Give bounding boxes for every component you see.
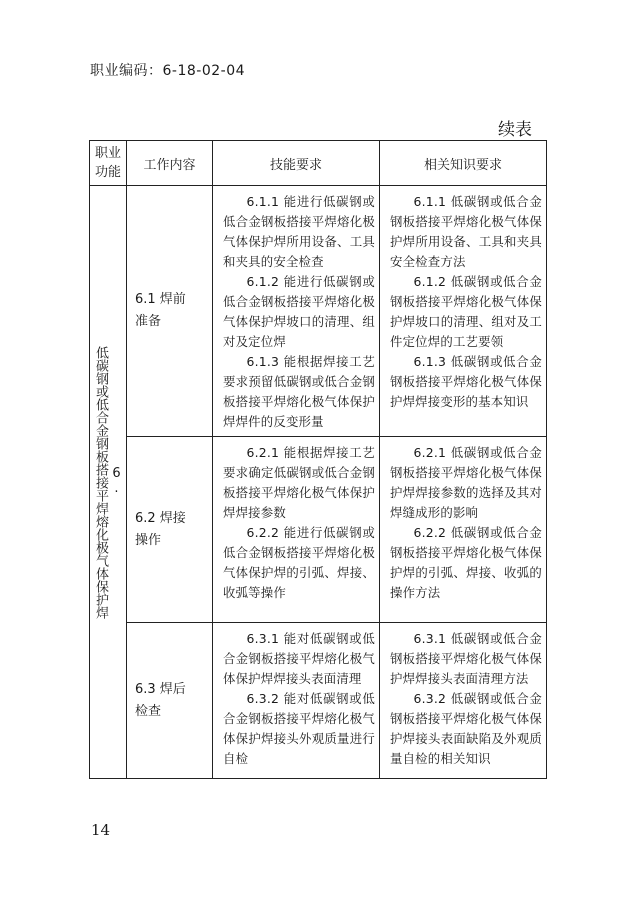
function-name: 低碳钢或低合金钢板搭接平焊熔化极气体保护焊	[93, 345, 108, 619]
knowledge-item: 6.2.2 低碳钢或低合金钢板搭接平焊熔化极气体保护焊的引弧、焊接、收弧的操作方法	[390, 525, 542, 600]
work-content-line2: 检查	[135, 703, 162, 719]
knowledge-item: 6.3.2 低碳钢或低合金钢板搭接平焊熔化极气体保护焊接头表面缺陷及外观质量自检的相关知识	[390, 691, 542, 766]
skills-cell	[213, 437, 380, 623]
work-content-line2: 操作	[135, 532, 162, 548]
work-content-cell	[127, 186, 213, 437]
skill-item: 6.3.1 能对低碳钢或低合金钢板搭接平焊熔化极气体保护焊焊接头表面清理	[223, 631, 375, 686]
skill-item: 6.1.1 能进行低碳钢或低合金钢板搭接平焊熔化极气体保护焊所用设备、工具和夹具的安全检查	[223, 194, 375, 269]
knowledge-item: 6.1.1 低碳钢或低合金钢板搭接平焊熔化极气体保护焊所用设备、工具和夹具安全检查方法	[390, 194, 542, 269]
skills-table	[89, 140, 547, 779]
continued-label: 续表	[498, 120, 532, 140]
table-row	[90, 623, 547, 779]
knowledge-cell	[380, 186, 547, 437]
occupation-code: 职业编码：6-18-02-04	[90, 63, 246, 79]
table-header-row	[90, 141, 547, 186]
work-content-cell	[127, 623, 213, 779]
function-name-vertical	[92, 346, 124, 619]
header-function-line2: 功能	[94, 165, 121, 180]
work-content-cell	[127, 437, 213, 623]
header-skill-requirements: 技能要求	[213, 141, 380, 186]
skill-item: 6.2.2 能进行低碳钢或低合金钢板搭接平焊熔化极气体保护焊的引弧、焊接、收弧等操作	[223, 525, 375, 600]
page-number: 14	[91, 821, 111, 839]
knowledge-item: 6.2.1 低碳钢或低合金钢板搭接平焊熔化极气体保护焊焊接参数的选择及其对焊缝成形的影响	[390, 445, 542, 520]
skill-item: 6.1.2 能进行低碳钢或低合金钢板搭接平焊熔化极气体保护焊坡口的清理、组对及定位焊	[223, 274, 375, 349]
knowledge-item: 6.1.2 低碳钢或低合金钢板搭接平焊熔化极气体保护焊坡口的清理、组对及工件定位焊的工艺要领	[390, 274, 542, 349]
table-row	[90, 186, 547, 437]
skills-cell	[213, 623, 380, 779]
work-content-line1: 6.2 焊接	[135, 510, 186, 526]
skill-item: 6.2.1 能根据焊接工艺要求确定低碳钢或低合金钢板搭接平焊熔化极气体保护焊焊接参数	[223, 445, 375, 520]
knowledge-item: 6.3.1 低碳钢或低合金钢板搭接平焊熔化极气体保护焊焊接头表面清理方法	[390, 631, 542, 686]
skill-item: 6.1.3 能根据焊接工艺要求预留低碳钢或低合金钢板搭接平焊熔化极气体保护焊焊件的反变形量	[223, 354, 375, 429]
table-row	[90, 437, 547, 623]
header-function-line1: 职业	[94, 146, 121, 161]
header-function	[90, 141, 127, 186]
function-number: 6.	[109, 466, 124, 496]
knowledge-cell	[380, 437, 547, 623]
header-knowledge-requirements: 相关知识要求	[380, 141, 547, 186]
function-cell	[90, 186, 127, 779]
skills-cell	[213, 186, 380, 437]
work-content-line2: 准备	[135, 314, 162, 329]
knowledge-item: 6.1.3 低碳钢或低合金钢板搭接平焊熔化极气体保护焊焊接变形的基本知识	[390, 354, 542, 409]
skill-item: 6.3.2 能对低碳钢或低合金钢板搭接平焊熔化极气体保护焊接头外观质量进行自检	[223, 691, 375, 766]
work-content-line1: 6.3 焊后	[135, 681, 186, 697]
header-work-content: 工作内容	[127, 141, 213, 186]
knowledge-cell	[380, 623, 547, 779]
work-content-line1: 6.1 焊前	[135, 292, 186, 307]
